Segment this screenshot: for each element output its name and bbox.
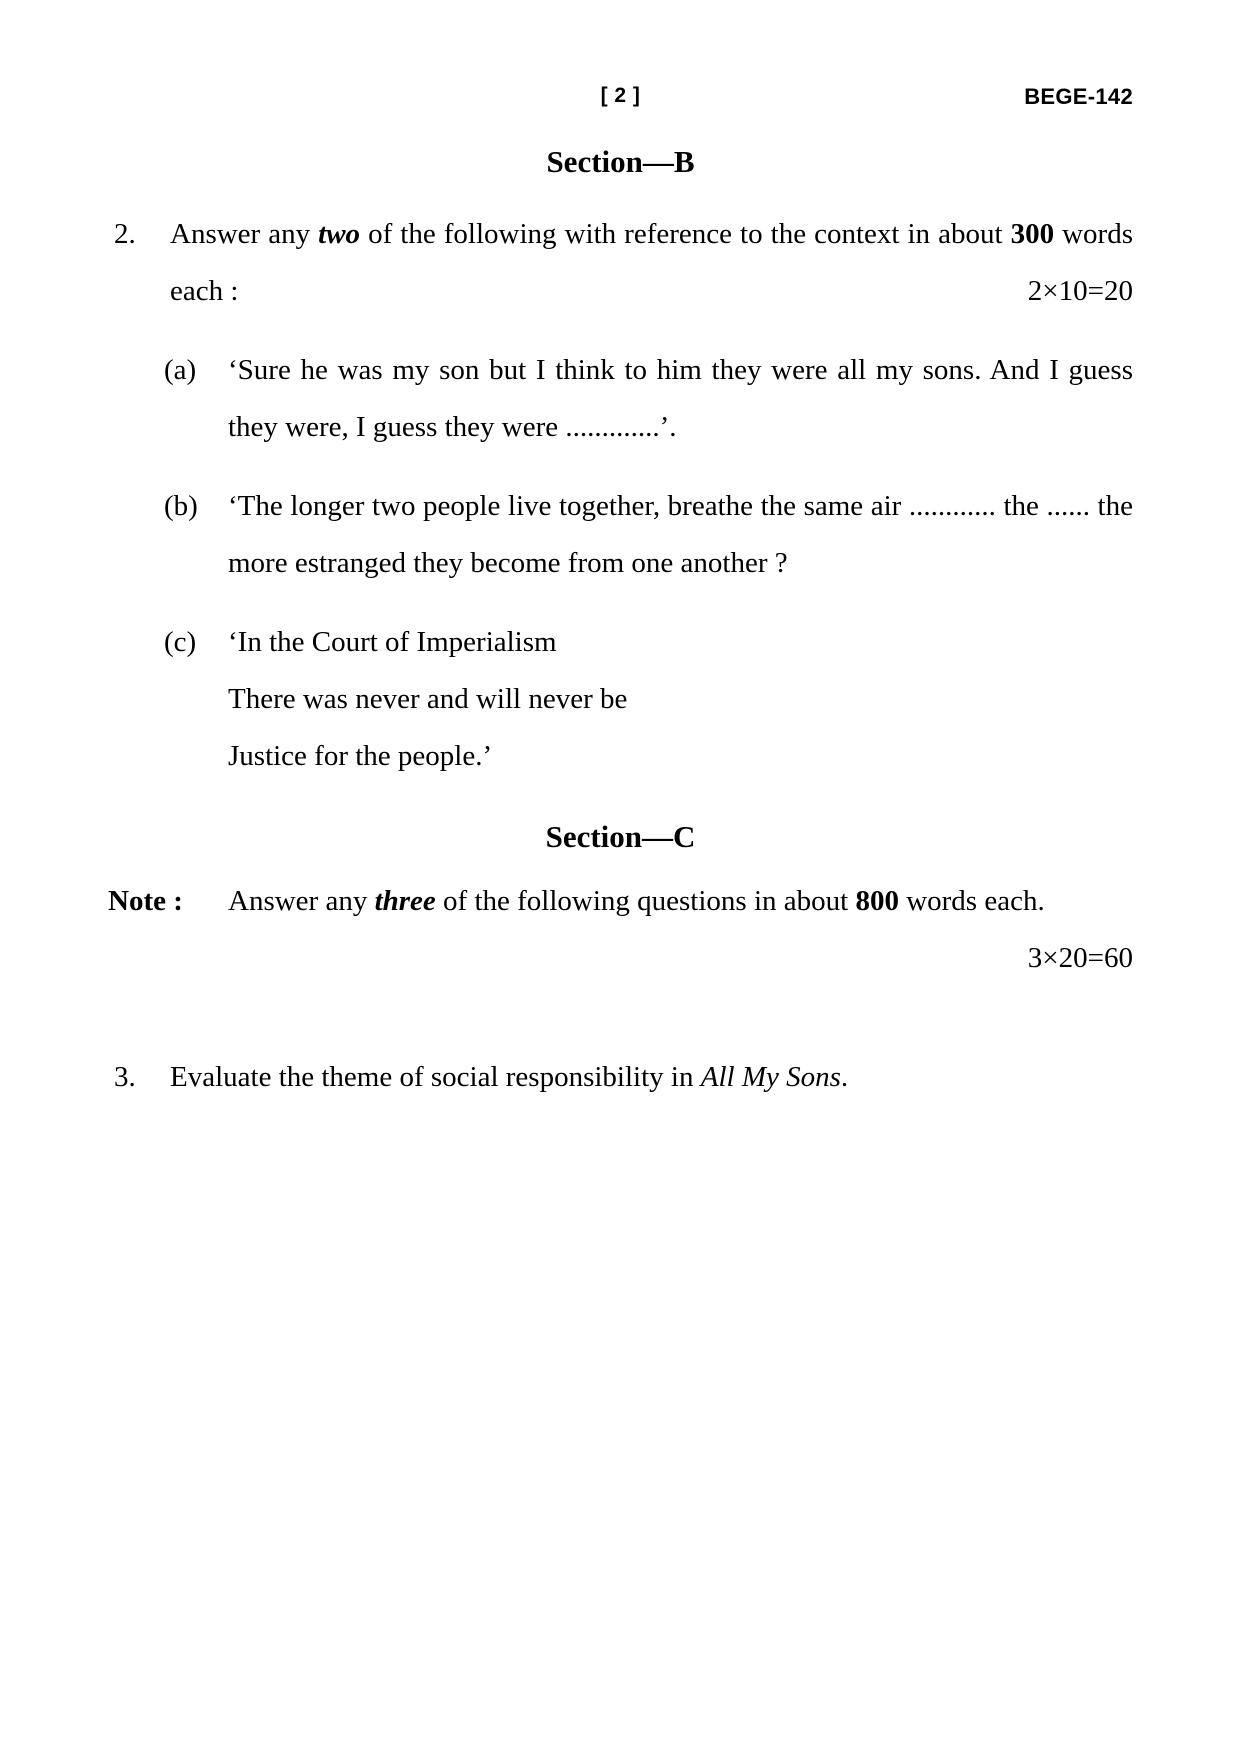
- question-2-number: 2.: [114, 218, 136, 250]
- subitem-text-c: [228, 614, 1133, 785]
- instruction-text-1: Answer any: [170, 218, 319, 250]
- note-text-1: Answer any: [228, 885, 375, 917]
- subitem-c-line-1: ‘In the Court of Imperialism: [228, 626, 557, 658]
- question-2-instruction: [170, 206, 1133, 320]
- list-item: [108, 478, 1133, 592]
- subitem-text-b: ‘The longer two people live together, breathe the same air ............ the ...... the more estranged they become from one another ?: [228, 490, 1133, 579]
- page-header: [108, 78, 1133, 122]
- question-2-marks: 2×10=20: [1027, 275, 1133, 307]
- section-c-heading: Section—C: [545, 819, 696, 854]
- question-3-block: [108, 1049, 1133, 1106]
- instruction-emphasis-two: two: [318, 218, 361, 250]
- subitem-c-line-2: There was never and will never be: [228, 683, 628, 715]
- section-b-heading: Section—B: [546, 144, 695, 179]
- list-item: [108, 614, 1133, 785]
- subitem-c-line-3: Justice for the people.’: [228, 740, 493, 772]
- instruction-text-3: words each :: [170, 218, 1134, 307]
- instruction-emphasis-300: 300: [1010, 218, 1055, 250]
- question-3-text-2: .: [840, 1061, 849, 1093]
- question-3-title: All My Sons: [700, 1061, 841, 1093]
- question-3-text-1: Evaluate the theme of social responsibility in: [170, 1061, 701, 1093]
- note-text-2: of the following questions in about: [435, 885, 856, 917]
- instruction-text-2: of the following with reference to the context in about: [360, 218, 1011, 250]
- page-number: [ 2 ]: [600, 84, 641, 107]
- list-item: [108, 342, 1133, 456]
- note-emphasis-three: three: [374, 885, 436, 917]
- note-label: Note :: [108, 885, 183, 917]
- question-2-subitems: [108, 342, 1133, 785]
- subitem-label-a: (a): [164, 354, 197, 386]
- note-emphasis-800: 800: [855, 885, 899, 917]
- question-3-text: [170, 1049, 1133, 1106]
- course-code: BEGE-142: [1024, 84, 1133, 109]
- section-c-marks: 3×20=60: [1027, 942, 1133, 974]
- section-c-note: [108, 873, 1133, 987]
- subitem-label-b: (b): [164, 490, 198, 522]
- note-text-3: words each.: [898, 885, 1045, 917]
- subitem-label-c: (c): [164, 626, 197, 658]
- subitem-text-a: ‘Sure he was my son but I think to him they were all my sons. And I guess they were, I guess they were .............’.: [228, 354, 1133, 443]
- note-text: [228, 873, 1133, 987]
- question-2-block: [108, 206, 1133, 320]
- question-3-number: 3.: [114, 1061, 136, 1093]
